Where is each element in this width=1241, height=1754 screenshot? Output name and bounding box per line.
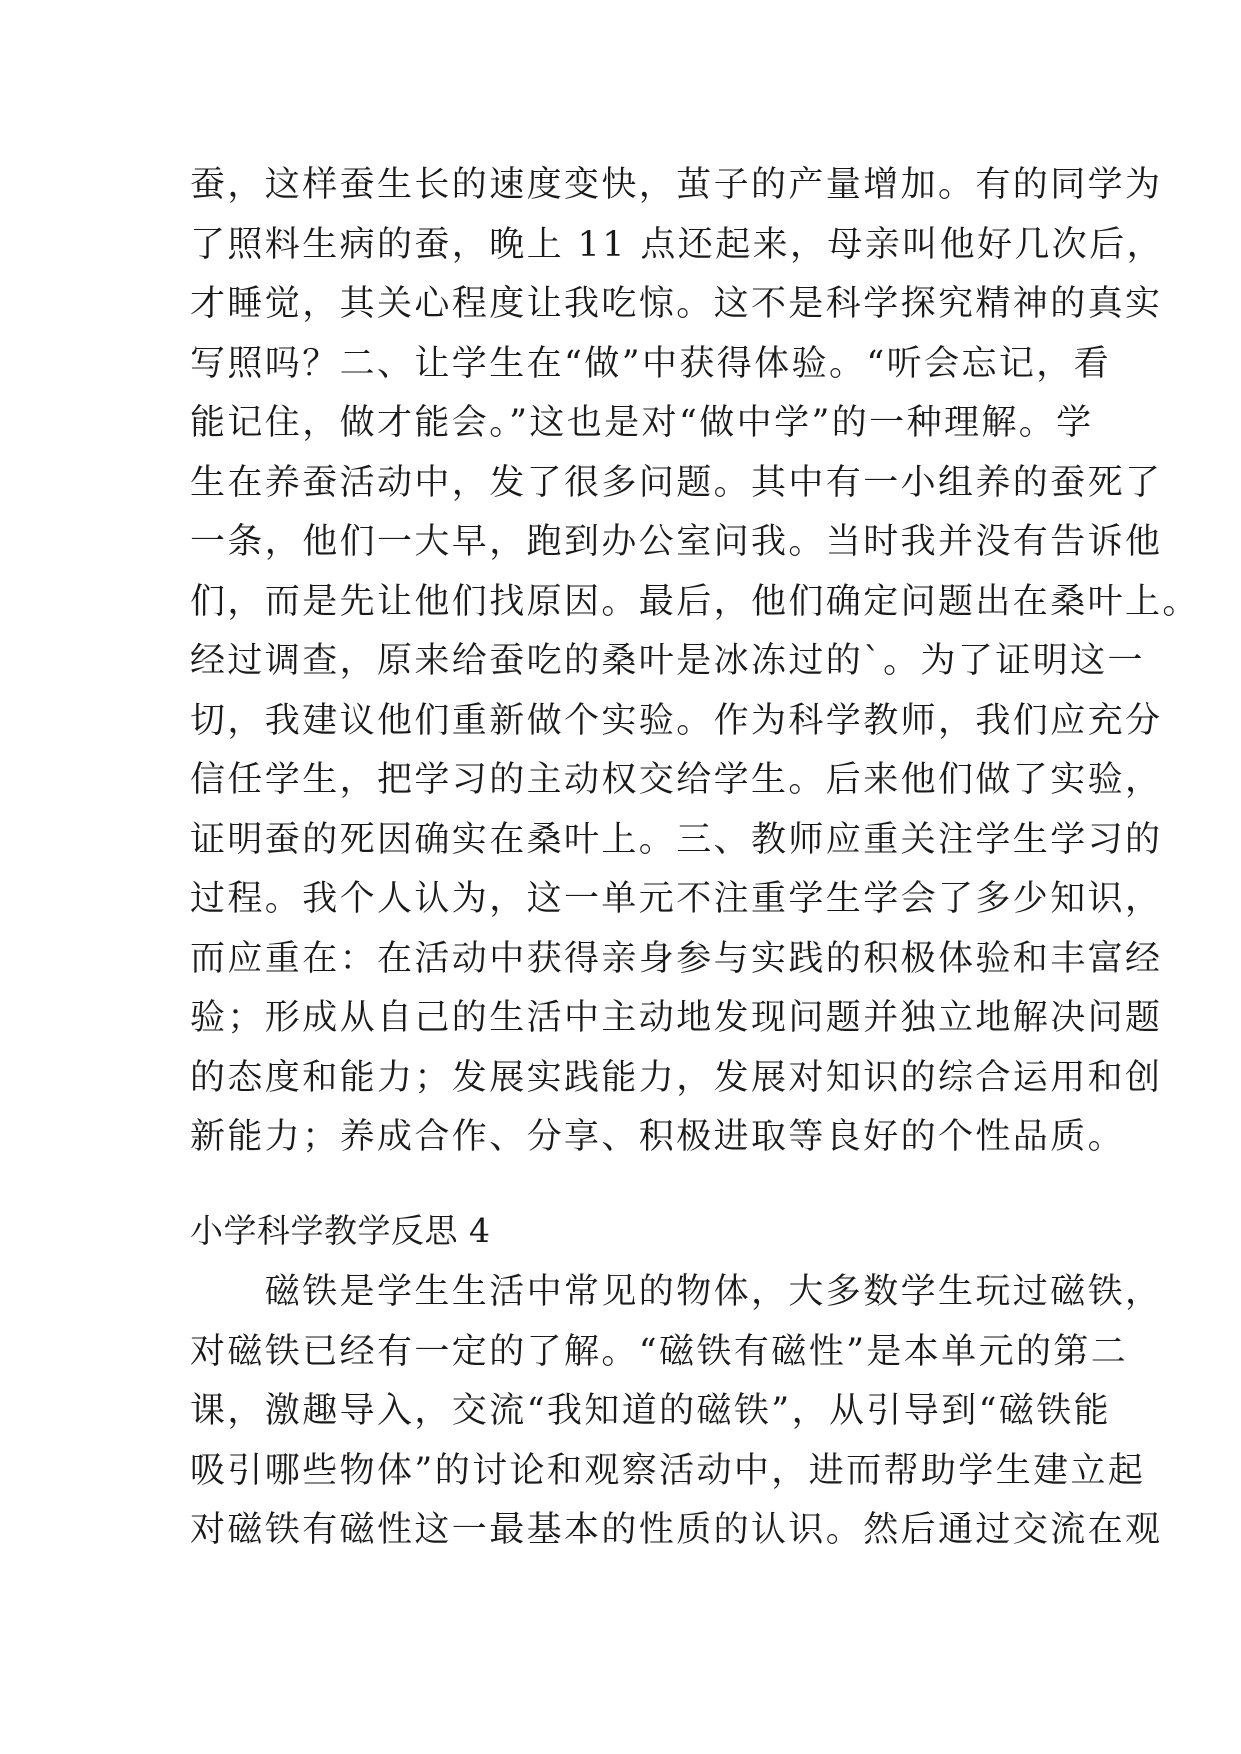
text-line: 一条，他们一大早，跑到办公室问我。当时我并没有告诉他 (190, 522, 1163, 562)
text-line: 新能力；养成合作、分享、积极进取等良好的个性品质。 (190, 1117, 1126, 1157)
text-line: 证明蚕的死因确实在桑叶上。三、教师应重关注学生学习的 (190, 819, 1163, 860)
text-line: 写照吗？二、让学生在“做”中获得体验。“听会忘记，看 (190, 343, 1112, 384)
text-line: 的态度和能力；发展实践能力，发展对知识的综合运用和创 (190, 1057, 1163, 1098)
text-line: 蚕，这样蚕生长的速度变快，茧子的产量增加。有的同学为 (190, 165, 1163, 205)
text-line: 们，而是先让他们找原因。最后，他们确定问题出在桑叶上。 (190, 581, 1200, 622)
text-line: 切，我建议他们重新做个实验。作为科学教师，我们应充分 (190, 700, 1163, 741)
text-line: 而应重在：在活动中获得亲身参与实践的积极体验和丰富经 (190, 938, 1163, 979)
text-line: 生在养蚕活动中，发了很多问题。其中有一小组养的蚕死了 (190, 462, 1163, 503)
text-line: 信任学生，把学习的主动权交给学生。后来他们做了实验， (190, 760, 1163, 800)
text-line: 过程。我个人认为，这一单元不注重学生学会了多少知识， (190, 879, 1163, 919)
text-line: 吸引哪些物体”的讨论和观察活动中，进而帮助学生建立起 (190, 1450, 1146, 1491)
paragraph-magnet (190, 1263, 1163, 1561)
text-line: 了照料生病的蚕，晚上 11 点还起来，母亲叫他好几次后， (190, 224, 1164, 265)
text-line: 磁铁是学生生活中常见的物体，大多数学生玩过磁铁， (190, 1272, 1163, 1312)
text-line: 课，激趣导入，交流“我知道的磁铁”，从引导到“磁铁能 (190, 1391, 1112, 1431)
text-line: 对磁铁已经有一定的了解。“磁铁有磁性”是本单元的第二 (190, 1331, 1129, 1372)
text-line: 才睡觉，其关心程度让我吃惊。这不是科学探究精神的真实 (190, 284, 1163, 324)
section-heading: 小学科学教学反思 4 (190, 1211, 491, 1250)
text-line: 经过调查，原来给蚕吃的桑叶是冰冻过的`。为了证明这一 (190, 641, 1145, 681)
text-line: 能记住，做才能会。”这也是对“做中学”的一种理解。学 (190, 403, 1094, 443)
text-line: 验；形成从自己的生活中主动地发现问题并独立地解决问题 (190, 998, 1163, 1038)
text-line: 对磁铁有磁性这一最基本的性质的认识。然后通过交流在观 (190, 1510, 1163, 1550)
paragraph-continued (190, 156, 1200, 1168)
